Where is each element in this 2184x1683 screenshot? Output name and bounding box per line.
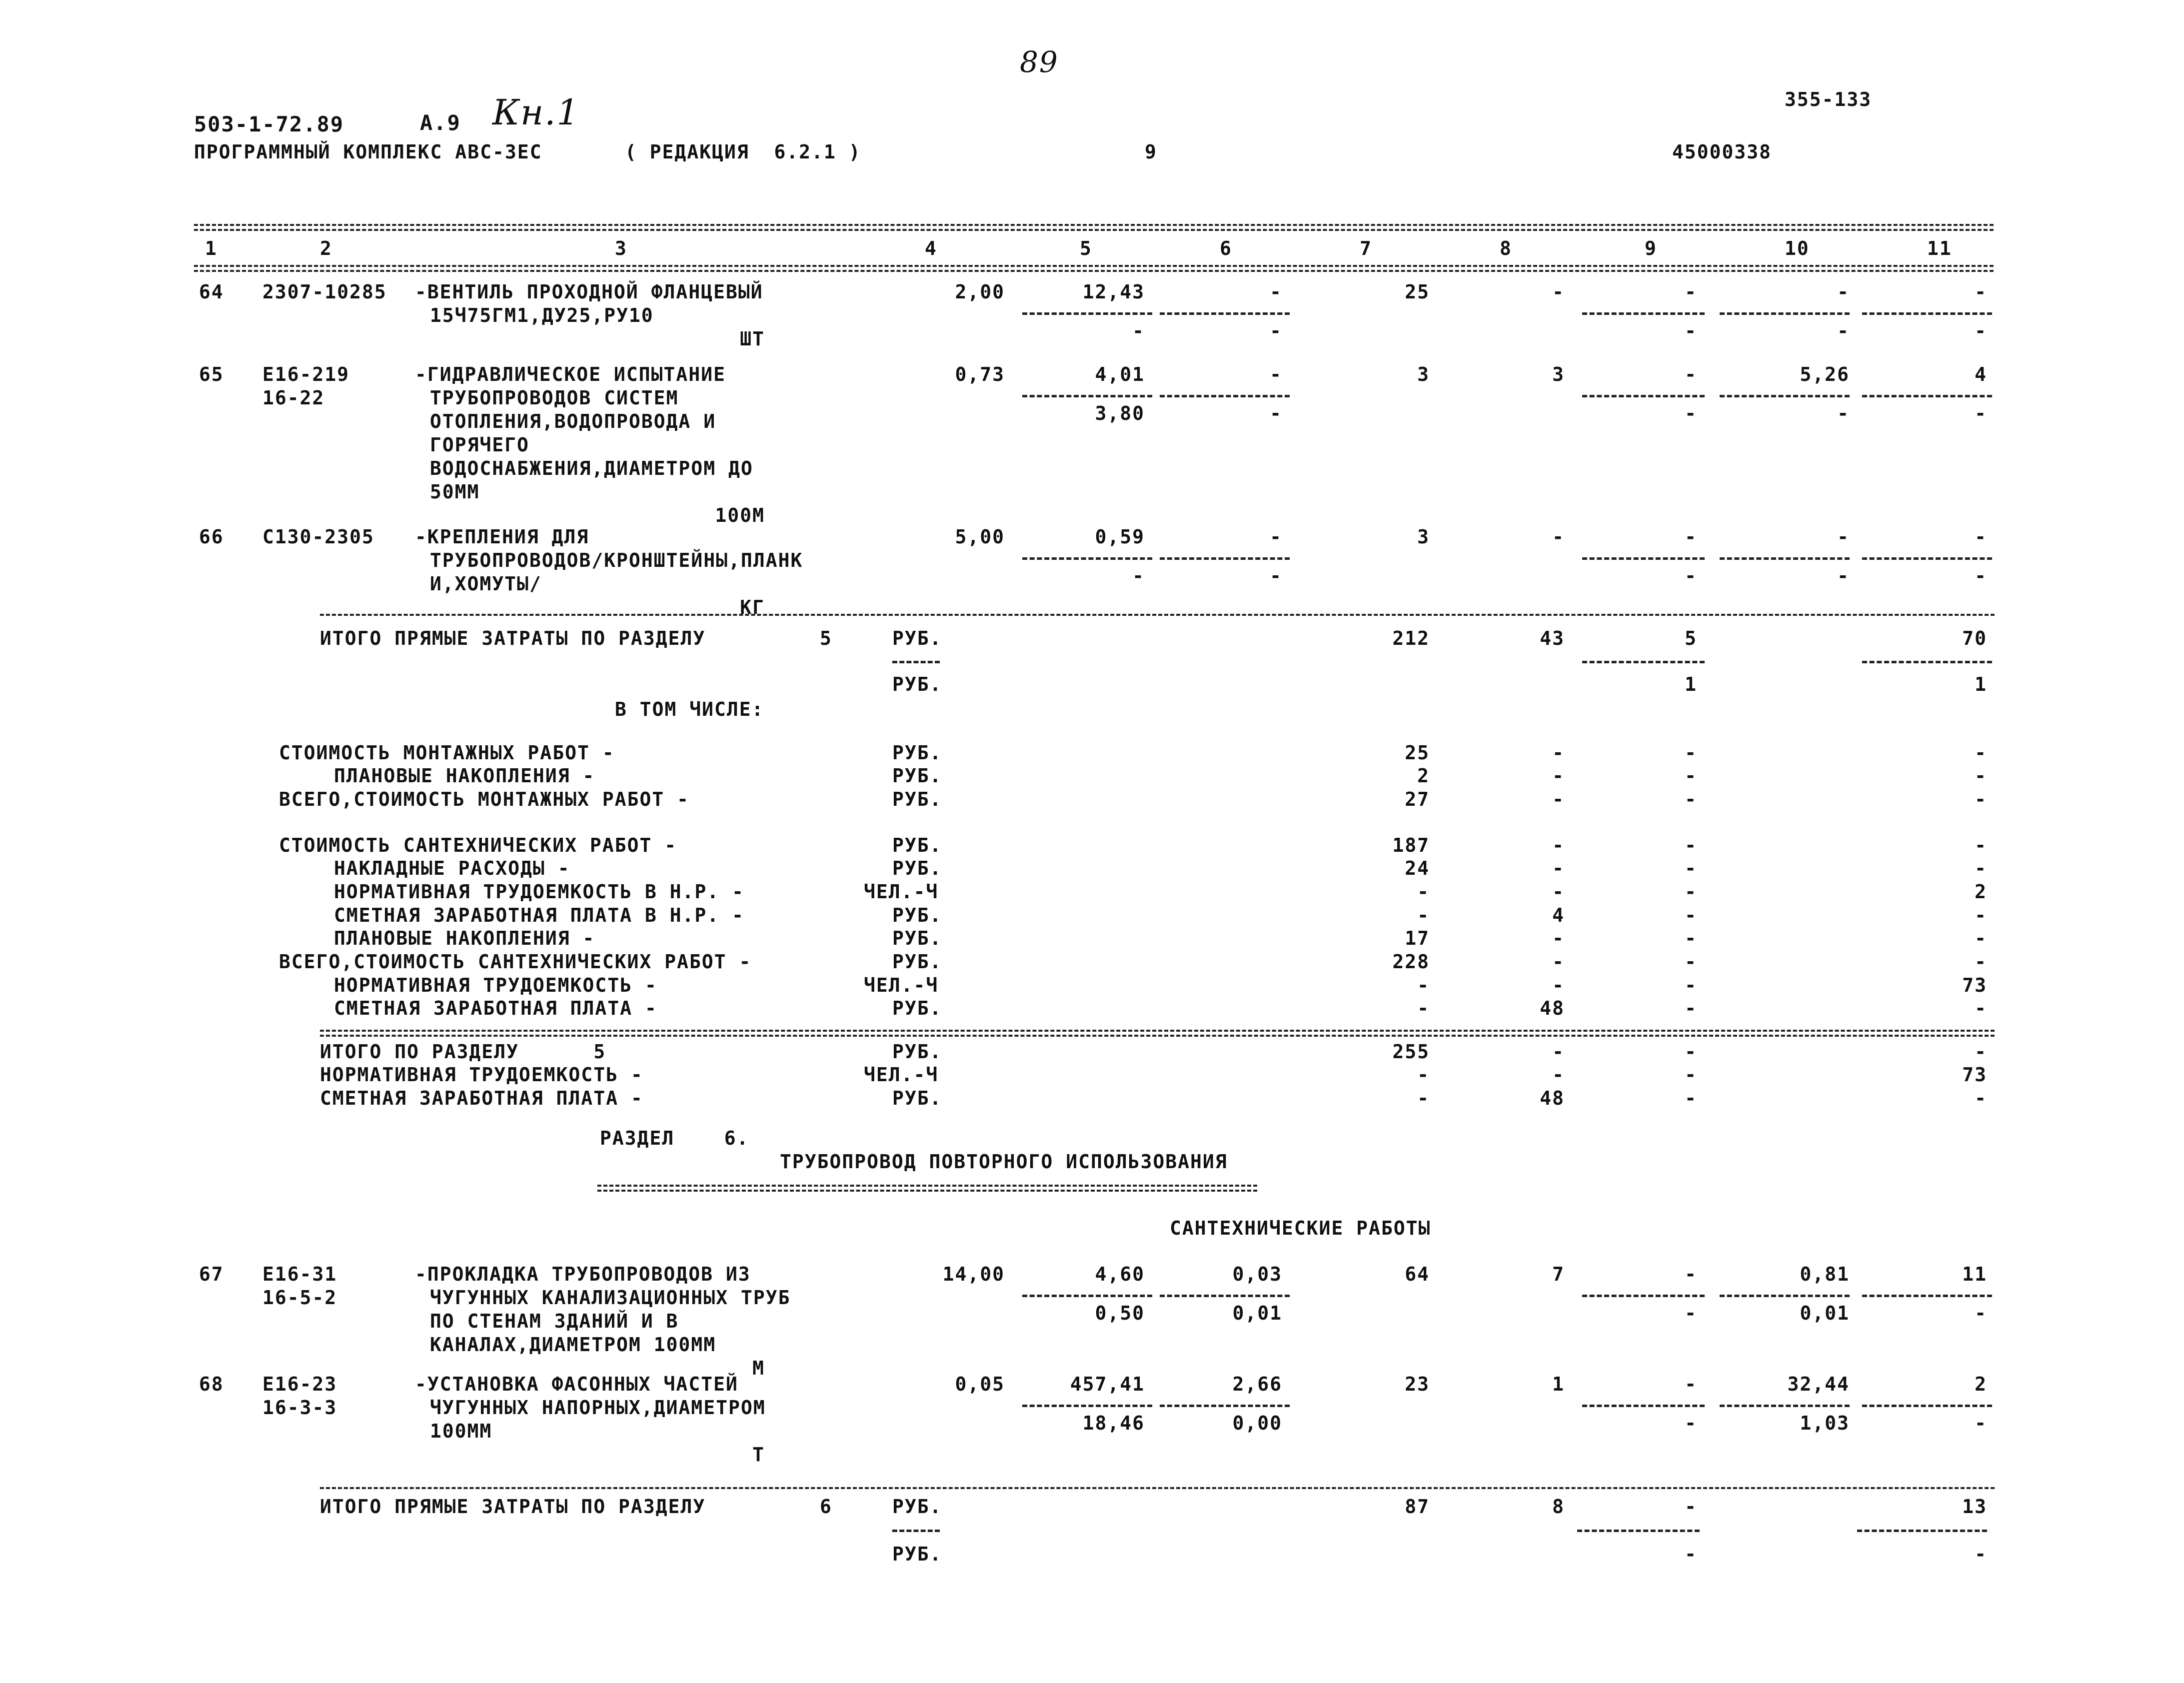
row-col10-secondary: 0,01 xyxy=(1800,1302,1850,1324)
row-col11: 11 xyxy=(1962,1263,1987,1285)
row-col6-secondary: - xyxy=(1270,565,1282,587)
breakdown-col7: 27 xyxy=(1405,788,1430,810)
row-col9: - xyxy=(1685,281,1697,303)
row-col5-secondary: 0,50 xyxy=(1095,1302,1145,1324)
breakdown-unit: РУБ. xyxy=(892,927,942,949)
section5-total-col7: 212 xyxy=(1392,627,1430,649)
underline-mark xyxy=(1582,395,1705,397)
summary-col9: - xyxy=(1685,1041,1697,1063)
summary-col11: - xyxy=(1975,1041,1987,1063)
section6-title-double-underline xyxy=(597,1185,1257,1192)
section5-total-unit-secondary: РУБ. xyxy=(892,673,942,695)
row-col10: 5,26 xyxy=(1800,363,1850,385)
row-col9-secondary: - xyxy=(1685,1412,1697,1434)
section6-total-col8: 8 xyxy=(1552,1496,1565,1518)
row-col10-secondary: - xyxy=(1837,565,1850,587)
summary-label: СМЕТНАЯ ЗАРАБОТНАЯ ПЛАТА - xyxy=(320,1087,643,1109)
row-col11-secondary: - xyxy=(1975,1412,1987,1434)
row-col11-secondary: - xyxy=(1975,565,1987,587)
row-col10-secondary: 1,03 xyxy=(1800,1412,1850,1434)
unit-underline xyxy=(892,661,940,663)
row-col11-secondary: - xyxy=(1975,1302,1987,1324)
section5-total-col8: 43 xyxy=(1540,627,1565,649)
breakdown-col11: 73 xyxy=(1962,974,1987,996)
section5-total-col9-secondary: 1 xyxy=(1685,673,1697,695)
breakdown-unit: РУБ. xyxy=(892,857,942,879)
underline-mark xyxy=(1582,312,1705,315)
underline-mark xyxy=(1720,1295,1850,1297)
summary-unit: ЧЕЛ.-Ч xyxy=(864,1064,939,1086)
row-col5-secondary: - xyxy=(1132,320,1145,342)
underline-mark xyxy=(1160,312,1290,315)
underline-mark xyxy=(1720,557,1850,560)
row-col5-secondary: 18,46 xyxy=(1082,1412,1145,1434)
breakdown-col8: - xyxy=(1552,834,1565,856)
row-description-line: ГОРЯЧЕГО xyxy=(430,434,530,456)
breakdown-col9: - xyxy=(1685,765,1697,787)
breakdown-col8: - xyxy=(1552,857,1565,879)
summary-col11: - xyxy=(1975,1087,1987,1109)
breakdown-col11: - xyxy=(1975,904,1987,926)
row-col5: 12,43 xyxy=(1082,281,1145,303)
section5-total-label: ИТОГО ПРЯМЫЕ ЗАТРАТЫ ПО РАЗДЕЛУ xyxy=(320,627,706,649)
underline-mark xyxy=(1160,1405,1290,1407)
row-col6-secondary: 0,00 xyxy=(1232,1412,1282,1434)
summary-col9: - xyxy=(1685,1087,1697,1109)
breakdown-col9: - xyxy=(1685,742,1697,764)
row-unit: КГ xyxy=(740,596,765,618)
breakdown-label: НАКЛАДНЫЕ РАСХОДЫ - xyxy=(334,857,570,879)
column-header-3: 3 xyxy=(615,237,627,259)
row-description-line: ВОДОСНАБЖЕНИЯ,ДИАМЕТРОМ ДО xyxy=(430,457,753,479)
row-description-line: -КРЕПЛЕНИЯ ДЛЯ xyxy=(415,526,589,548)
row-col5: 457,41 xyxy=(1070,1373,1145,1395)
row-col8: - xyxy=(1552,526,1565,548)
row-description-line: -ГИДРАВЛИЧЕСКОЕ ИСПЫТАНИЕ xyxy=(415,363,726,385)
row-quantity: 14,00 xyxy=(942,1263,1005,1285)
header-top-rule xyxy=(194,224,1994,231)
row-col6: - xyxy=(1270,363,1282,385)
underline-mark xyxy=(1720,395,1850,397)
underline-mark xyxy=(1862,1405,1992,1407)
underline-mark xyxy=(1582,1405,1705,1407)
row-unit: ШТ xyxy=(740,328,765,350)
breakdown-unit: РУБ. xyxy=(892,765,942,787)
row-col9: - xyxy=(1685,1373,1697,1395)
row-col11: 4 xyxy=(1975,363,1987,385)
row-unit: Т xyxy=(752,1444,765,1466)
row-code: С130-2305 xyxy=(262,526,374,548)
breakdown-col8: - xyxy=(1552,881,1565,903)
including-label: В ТОМ ЧИСЛЕ: xyxy=(615,698,764,720)
breakdown-col7: 228 xyxy=(1392,951,1430,973)
summary-label: НОРМАТИВНАЯ ТРУДОЕМКОСТЬ - xyxy=(320,1064,643,1086)
sheet-code: 355-133 xyxy=(1785,88,1872,110)
section6-work-type: САНТЕХНИЧЕСКИЕ РАБОТЫ xyxy=(1170,1217,1431,1239)
column-header-2: 2 xyxy=(320,237,332,259)
breakdown-col8: - xyxy=(1552,951,1565,973)
row-number: 67 xyxy=(199,1263,224,1285)
breakdown-unit: РУБ. xyxy=(892,904,942,926)
row-col6-secondary: - xyxy=(1270,320,1282,342)
underline-mark xyxy=(1862,395,1992,397)
row-col10: 32,44 xyxy=(1787,1373,1850,1395)
row-col7: 25 xyxy=(1405,281,1430,303)
breakdown-col11: - xyxy=(1975,834,1987,856)
row-col7: 64 xyxy=(1405,1263,1430,1285)
breakdown-col11: - xyxy=(1975,997,1987,1019)
row-unit: М xyxy=(752,1357,765,1379)
underline-mark xyxy=(1160,1295,1290,1297)
row-col8: 3 xyxy=(1552,363,1565,385)
underline-mark xyxy=(1160,557,1290,560)
underline-mark xyxy=(1862,1295,1992,1297)
section5-total-col11: 70 xyxy=(1962,627,1987,649)
underline-mark xyxy=(1862,312,1992,315)
row-col8: - xyxy=(1552,281,1565,303)
summary-col8: - xyxy=(1552,1064,1565,1086)
row-col8: 1 xyxy=(1552,1373,1565,1395)
edition-label: ( РЕДАКЦИЯ 6.2.1 ) xyxy=(625,141,861,163)
row-description-line: -ПРОКЛАДКА ТРУБОПРОВОДОВ ИЗ xyxy=(415,1263,751,1285)
breakdown-col9: - xyxy=(1685,997,1697,1019)
row-col5-secondary: 3,80 xyxy=(1095,402,1145,424)
row-description-line: 50ММ xyxy=(430,481,480,503)
summary-unit: РУБ. xyxy=(892,1087,942,1109)
breakdown-label: ВСЕГО,СТОИМОСТЬ МОНТАЖНЫХ РАБОТ - xyxy=(279,788,689,810)
breakdown-col11: - xyxy=(1975,765,1987,787)
breakdown-unit: ЧЕЛ.-Ч xyxy=(864,974,939,996)
row-code: Е16-31 xyxy=(262,1263,337,1285)
section6-title: ТРУБОПРОВОД ПОВТОРНОГО ИСПОЛЬЗОВАНИЯ xyxy=(780,1151,1228,1173)
row-col9-secondary: - xyxy=(1685,565,1697,587)
row-unit: 100М xyxy=(715,504,765,526)
breakdown-unit: РУБ. xyxy=(892,834,942,856)
row-col7: 3 xyxy=(1417,526,1430,548)
row-col9-secondary: - xyxy=(1685,1302,1697,1324)
row-col5: 4,60 xyxy=(1095,1263,1145,1285)
row-col10: - xyxy=(1837,281,1850,303)
breakdown-col11: - xyxy=(1975,951,1987,973)
summary-col7: - xyxy=(1417,1087,1430,1109)
underline-mark xyxy=(1160,395,1290,397)
row-number: 65 xyxy=(199,363,224,385)
summary-unit: РУБ. xyxy=(892,1041,942,1063)
summary-col11: 73 xyxy=(1962,1064,1987,1086)
row-col9: - xyxy=(1685,1263,1697,1285)
underline-mark xyxy=(1862,557,1992,560)
row-col11: - xyxy=(1975,281,1987,303)
breakdown-col8: 48 xyxy=(1540,997,1565,1019)
breakdown-label: СТОИМОСТЬ МОНТАЖНЫХ РАБОТ - xyxy=(279,742,615,764)
breakdown-col7: - xyxy=(1417,881,1430,903)
summary-col8: - xyxy=(1552,1041,1565,1063)
row-col7: 3 xyxy=(1417,363,1430,385)
row-col6: - xyxy=(1270,526,1282,548)
breakdown-col7: - xyxy=(1417,904,1430,926)
underline-mark xyxy=(1582,1295,1705,1297)
breakdown-col8: - xyxy=(1552,927,1565,949)
section6-heading: РАЗДЕЛ 6. xyxy=(600,1127,749,1149)
row-col9-secondary: - xyxy=(1685,402,1697,424)
header-bottom-rule xyxy=(194,265,1994,272)
summary-col9: - xyxy=(1685,1064,1697,1086)
breakdown-label: НОРМАТИВНАЯ ТРУДОЕМКОСТЬ В Н.Р. - xyxy=(334,881,744,903)
unit-underline xyxy=(892,1530,940,1532)
breakdown-col9: - xyxy=(1685,974,1697,996)
breakdown-col11: - xyxy=(1975,857,1987,879)
row-col11: 2 xyxy=(1975,1373,1987,1395)
album-label: А.9 xyxy=(420,110,461,135)
program-title: ПРОГРАММНЫЙ КОМПЛЕКС АВС-ЗЕС xyxy=(194,141,542,163)
breakdown-label: СМЕТНАЯ ЗАРАБОТНАЯ ПЛАТА - xyxy=(334,997,657,1019)
breakdown-col7: - xyxy=(1417,974,1430,996)
breakdown-unit: РУБ. xyxy=(892,788,942,810)
breakdown-col9: - xyxy=(1685,788,1697,810)
section6-total-col9-secondary: - xyxy=(1685,1543,1697,1565)
column-header-8: 8 xyxy=(1500,237,1512,259)
column-header-4: 4 xyxy=(925,237,937,259)
row-col6: 0,03 xyxy=(1232,1263,1282,1285)
row-quantity: 0,73 xyxy=(955,363,1005,385)
breakdown-unit: ЧЕЛ.-Ч xyxy=(864,881,939,903)
row-description-line: ТРУБОПРОВОДОВ/КРОНШТЕЙНЫ,ПЛАНК xyxy=(430,549,803,571)
row-col6: 2,66 xyxy=(1232,1373,1282,1395)
row-description-line: ОТОПЛЕНИЯ,ВОДОПРОВОДА И xyxy=(430,410,716,432)
breakdown-label: ПЛАНОВЫЕ НАКОПЛЕНИЯ - xyxy=(334,765,595,787)
row-col10: - xyxy=(1837,526,1850,548)
breakdown-col11: - xyxy=(1975,742,1987,764)
row-number: 66 xyxy=(199,526,224,548)
row-quantity: 5,00 xyxy=(955,526,1005,548)
row-col6: - xyxy=(1270,281,1282,303)
breakdown-label: ПЛАНОВЫЕ НАКОПЛЕНИЯ - xyxy=(334,927,595,949)
section6-total-number: 6 xyxy=(820,1496,832,1518)
section6-total-col9: - xyxy=(1685,1496,1697,1518)
section5-summary-rule xyxy=(320,1030,1995,1037)
underline-mark xyxy=(1862,661,1992,663)
underline-mark xyxy=(1857,1530,1987,1532)
underline-mark xyxy=(1022,395,1152,397)
column-header-5: 5 xyxy=(1080,237,1092,259)
breakdown-col8: - xyxy=(1552,742,1565,764)
section6-total-col11-secondary: - xyxy=(1975,1543,1987,1565)
breakdown-unit: РУБ. xyxy=(892,997,942,1019)
row-code-secondary: 16-22 xyxy=(262,387,325,409)
column-header-9: 9 xyxy=(1645,237,1657,259)
column-header-10: 10 xyxy=(1785,237,1810,259)
summary-col8: 48 xyxy=(1540,1087,1565,1109)
row-code: Е16-219 xyxy=(262,363,350,385)
row-col10-secondary: - xyxy=(1837,320,1850,342)
underline-mark xyxy=(1577,1530,1700,1532)
row-number: 68 xyxy=(199,1373,224,1395)
breakdown-col7: - xyxy=(1417,997,1430,1019)
row-col9: - xyxy=(1685,363,1697,385)
section5-total-col9: 5 xyxy=(1685,627,1697,649)
document-code: 503-1-72.89 xyxy=(194,112,344,136)
section5-total-unit: РУБ. xyxy=(892,627,942,649)
row-description-line: ПО СТЕНАМ ЗДАНИЙ И В xyxy=(430,1310,679,1332)
row-description-line: 15Ч75ГМ1,ДУ25,РУ10 xyxy=(430,304,654,326)
underline-mark xyxy=(1720,312,1850,315)
column-header-1: 1 xyxy=(205,237,217,259)
row-description-line: -ВЕНТИЛЬ ПРОХОДНОЙ ФЛАНЦЕВЫЙ xyxy=(415,281,763,303)
breakdown-col9: - xyxy=(1685,927,1697,949)
row-col6-secondary: - xyxy=(1270,402,1282,424)
row-col5: 0,59 xyxy=(1095,526,1145,548)
column-header-6: 6 xyxy=(1220,237,1232,259)
section6-total-rule xyxy=(320,1487,1995,1489)
row-quantity: 2,00 xyxy=(955,281,1005,303)
breakdown-col7: 24 xyxy=(1405,857,1430,879)
underline-mark xyxy=(1720,1405,1850,1407)
breakdown-col8: - xyxy=(1552,974,1565,996)
code-number: 45000338 xyxy=(1672,141,1772,163)
section6-total-col11: 13 xyxy=(1962,1496,1987,1518)
breakdown-col9: - xyxy=(1685,904,1697,926)
breakdown-col9: - xyxy=(1685,951,1697,973)
row-description-line: ТРУБОПРОВОДОВ СИСТЕМ xyxy=(430,387,679,409)
underline-mark xyxy=(1582,661,1705,663)
underline-mark xyxy=(1022,557,1152,560)
row-col7: 23 xyxy=(1405,1373,1430,1395)
row-code: 2307-10285 xyxy=(262,281,387,303)
book-label: Кн.1 xyxy=(492,92,580,133)
underline-mark xyxy=(1022,1405,1152,1407)
section6-total-label: ИТОГО ПРЯМЫЕ ЗАТРАТЫ ПО РАЗДЕЛУ xyxy=(320,1496,706,1518)
column-header-7: 7 xyxy=(1360,237,1372,259)
row-col5-secondary: - xyxy=(1132,565,1145,587)
breakdown-col7: 187 xyxy=(1392,834,1430,856)
row-code: Е16-23 xyxy=(262,1373,337,1395)
summary-col7: - xyxy=(1417,1064,1430,1086)
section6-total-unit: РУБ. xyxy=(892,1496,942,1518)
breakdown-col9: - xyxy=(1685,881,1697,903)
row-description-line: ЧУГУННЫХ КАНАЛИЗАЦИОННЫХ ТРУБ xyxy=(430,1287,791,1309)
breakdown-col8: - xyxy=(1552,788,1565,810)
row-col9-secondary: - xyxy=(1685,320,1697,342)
row-description-line: -УСТАНОВКА ФАСОННЫХ ЧАСТЕЙ xyxy=(415,1373,738,1395)
row-number: 64 xyxy=(199,281,224,303)
row-col9: - xyxy=(1685,526,1697,548)
breakdown-col11: 2 xyxy=(1975,881,1987,903)
row-col10-secondary: - xyxy=(1837,402,1850,424)
column-header-11: 11 xyxy=(1927,237,1952,259)
breakdown-col7: 25 xyxy=(1405,742,1430,764)
breakdown-col8: - xyxy=(1552,765,1565,787)
breakdown-label: ВСЕГО,СТОИМОСТЬ САНТЕХНИЧЕСКИХ РАБОТ - xyxy=(279,951,752,973)
underline-mark xyxy=(1022,312,1152,315)
underline-mark xyxy=(1582,557,1705,560)
row-col10: 0,81 xyxy=(1800,1263,1850,1285)
summary-label: ИТОГО ПО РАЗДЕЛУ 5 xyxy=(320,1041,606,1063)
row-col11-secondary: - xyxy=(1975,320,1987,342)
row-quantity: 0,05 xyxy=(955,1373,1005,1395)
breakdown-col7: 2 xyxy=(1417,765,1430,787)
page-number: 9 xyxy=(1145,141,1157,163)
row-description-line: 100ММ xyxy=(430,1420,492,1442)
row-code-secondary: 16-5-2 xyxy=(262,1287,337,1309)
section6-total-unit-secondary: РУБ. xyxy=(892,1543,942,1565)
breakdown-col11: - xyxy=(1975,927,1987,949)
breakdown-label: СМЕТНАЯ ЗАРАБОТНАЯ ПЛАТА В Н.Р. - xyxy=(334,904,744,926)
breakdown-unit: РУБ. xyxy=(892,951,942,973)
breakdown-label: СТОИМОСТЬ САНТЕХНИЧЕСКИХ РАБОТ - xyxy=(279,834,677,856)
handwritten-page-number: 89 xyxy=(1020,45,1059,79)
breakdown-col11: - xyxy=(1975,788,1987,810)
row-col8: 7 xyxy=(1552,1263,1565,1285)
row-description-line: ЧУГУННЫХ НАПОРНЫХ,ДИАМЕТРОМ xyxy=(430,1397,766,1419)
breakdown-col9: - xyxy=(1685,834,1697,856)
breakdown-label: НОРМАТИВНАЯ ТРУДОЕМКОСТЬ - xyxy=(334,974,657,996)
row-description-line: КАНАЛАХ,ДИАМЕТРОМ 100ММ xyxy=(430,1334,716,1356)
breakdown-col9: - xyxy=(1685,857,1697,879)
row-col6-secondary: 0,01 xyxy=(1232,1302,1282,1324)
section5-total-number: 5 xyxy=(820,627,832,649)
breakdown-col8: 4 xyxy=(1552,904,1565,926)
row-col11: - xyxy=(1975,526,1987,548)
breakdown-col7: 17 xyxy=(1405,927,1430,949)
row-description-line: И,ХОМУТЫ/ xyxy=(430,573,542,595)
row-code-secondary: 16-3-3 xyxy=(262,1397,337,1419)
row-col5: 4,01 xyxy=(1095,363,1145,385)
section5-total-rule xyxy=(320,614,1995,616)
underline-mark xyxy=(1022,1295,1152,1297)
row-col11-secondary: - xyxy=(1975,402,1987,424)
breakdown-unit: РУБ. xyxy=(892,742,942,764)
section5-total-col11-secondary: 1 xyxy=(1975,673,1987,695)
section6-total-col7: 87 xyxy=(1405,1496,1430,1518)
summary-col7: 255 xyxy=(1392,1041,1430,1063)
